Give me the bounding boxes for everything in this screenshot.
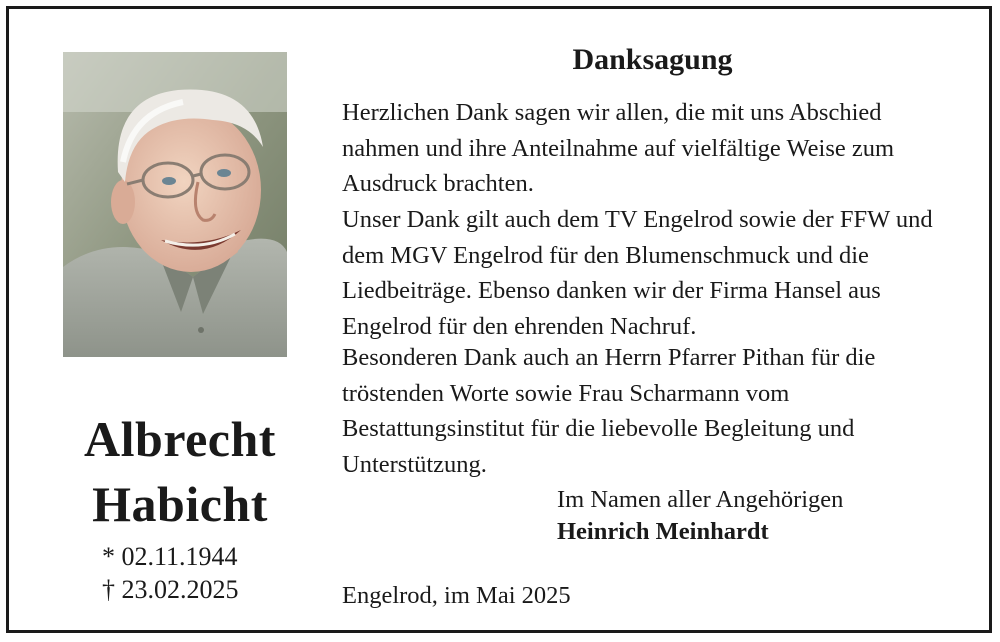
birth-date: * 02.11.1944	[102, 542, 238, 571]
portrait-photo	[63, 52, 287, 357]
thanks-paragraph: Unser Dank gilt auch dem TV Engelrod sowie der FFW und dem MGV Engelrod für den Blumenschmuck und die Liedbeiträge. Ebenso danken wir der Firma Hansel aus Engelrod für den ehrenden Nachruf.	[342, 206, 933, 340]
notice-title: Danksagung	[572, 43, 733, 76]
signature-name: Heinrich Meinhardt	[557, 518, 769, 545]
place-and-date: Engelrod, im Mai 2025	[342, 582, 571, 609]
deceased-first-name: Albrecht	[84, 411, 276, 467]
death-date: † 23.02.2025	[102, 575, 239, 604]
deceased-last-name: Habicht	[92, 476, 268, 532]
thanks-paragraph: Herzlichen Dank sagen wir allen, die mit uns Abschied nahmen und ihre Anteilnahme auf vielfältige Weise zum Ausdruck brachten.	[342, 99, 895, 197]
thanks-paragraph: Besonderen Dank auch an Herrn Pfarrer Pithan für die tröstenden Worte sowie Frau Scharmann vom Bestattungsinstitut für die liebevolle Begleitung und Unterstützung.	[342, 344, 876, 478]
signature-intro: Im Namen aller Angehörigen	[557, 486, 844, 513]
